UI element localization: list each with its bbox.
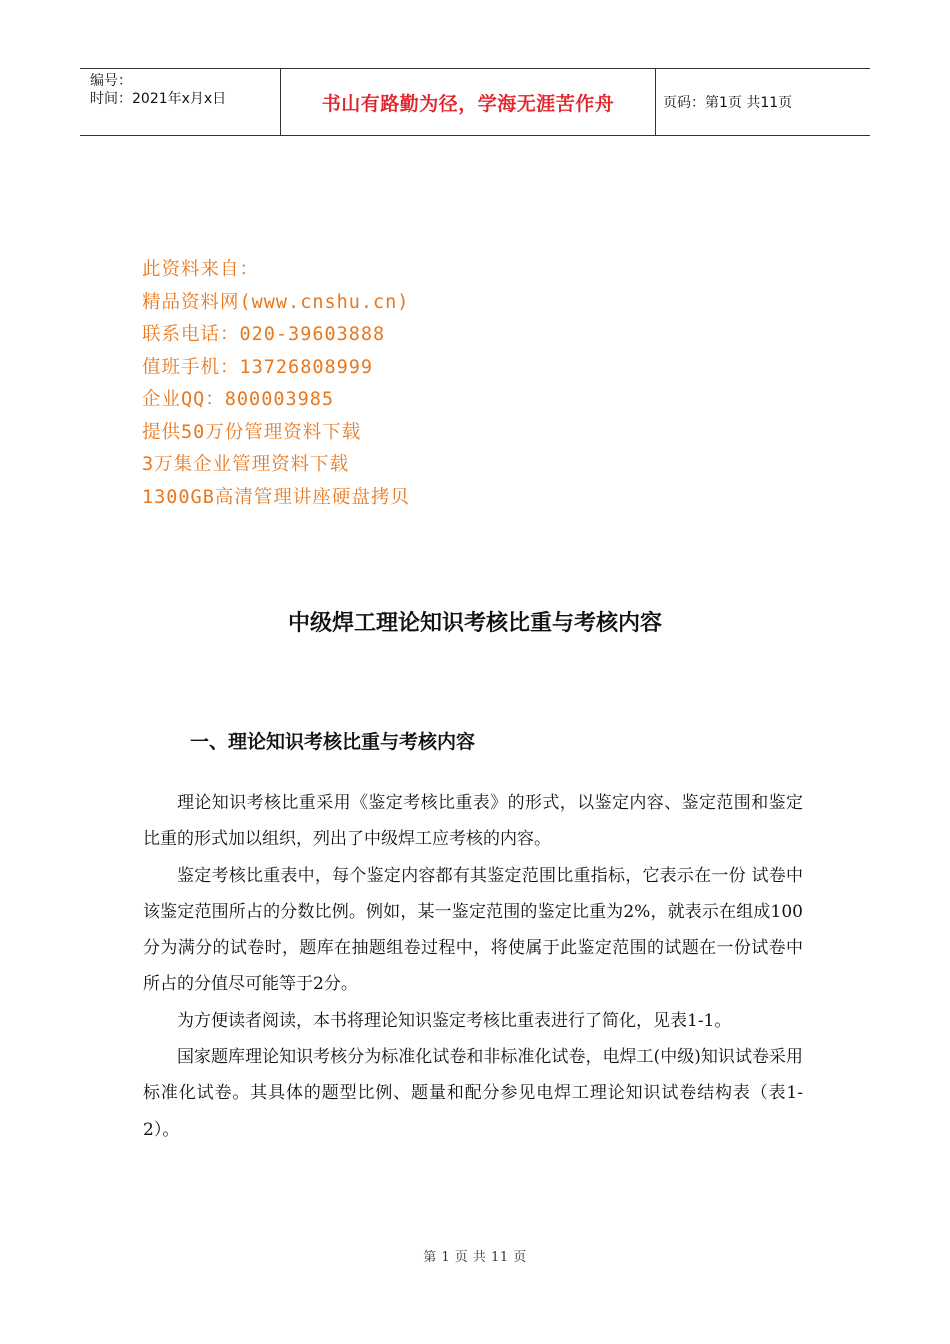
header-page-info: 页码：第1页 共11页 [663,95,793,111]
page-footer: 第 1 页 共 11 页 [423,1250,527,1265]
body-text [143,785,803,1148]
source-line-website: 精品资料网(www.cnshu.cn) [142,291,410,313]
document-header [80,68,870,136]
paragraph: 国家题库理论知识考核分为标准化试卷和非标准化试卷，电焊工(中级)知识试卷采用标准化试卷。其具体的题型比例、题量和配分参见电焊工理论知识试卷结构表（表1-2）。 [143,1047,803,1140]
source-info-block [142,254,410,514]
header-meta [80,69,281,135]
document-title: 中级焊工理论知识考核比重与考核内容 [287,611,662,636]
header-motto: 书山有路勤为径，学海无涯苦作舟 [281,69,656,135]
date-label: 时间：2021年x月x日 [90,91,227,107]
source-line-intro: 此资料来自： [142,259,260,280]
section-heading: 一、理论知识考核比重与考核内容 [190,731,476,753]
paragraph: 理论知识考核比重采用《鉴定考核比重表》的形式，以鉴定内容、鉴定范围和鉴定比重的形式加以组织，列出了中级焊工应考核的内容。 [143,793,803,850]
source-line-mobile: 值班手机：13726808999 [142,356,374,378]
source-line-offer-3: 1300GB高清管理讲座硬盘拷贝 [142,486,410,508]
source-line-offer-1: 提供50万份管理资料下载 [142,421,362,443]
number-label: 编号： [90,73,132,89]
source-line-qq: 企业QQ：800003985 [142,389,335,410]
paragraph: 为方便读者阅读，本书将理论知识鉴定考核比重表进行了简化，见表1-1。 [177,1010,732,1031]
source-line-offer-2: 3万集企业管理资料下载 [142,454,350,475]
paragraph: 鉴定考核比重表中，每个鉴定内容都有其鉴定范围比重指标，它表示在一份 试卷中该鉴定范围所占的分数比例。例如，某一鉴定范围的鉴定比重为2%，就表示在组成100分为满分的试卷时，题库在抽题组卷过程中，将使属于此鉴定范围的试题在一份试卷中所占的分值尽可能等于2分。 [143,865,803,995]
source-line-phone: 联系电话：020-39603888 [142,324,386,345]
